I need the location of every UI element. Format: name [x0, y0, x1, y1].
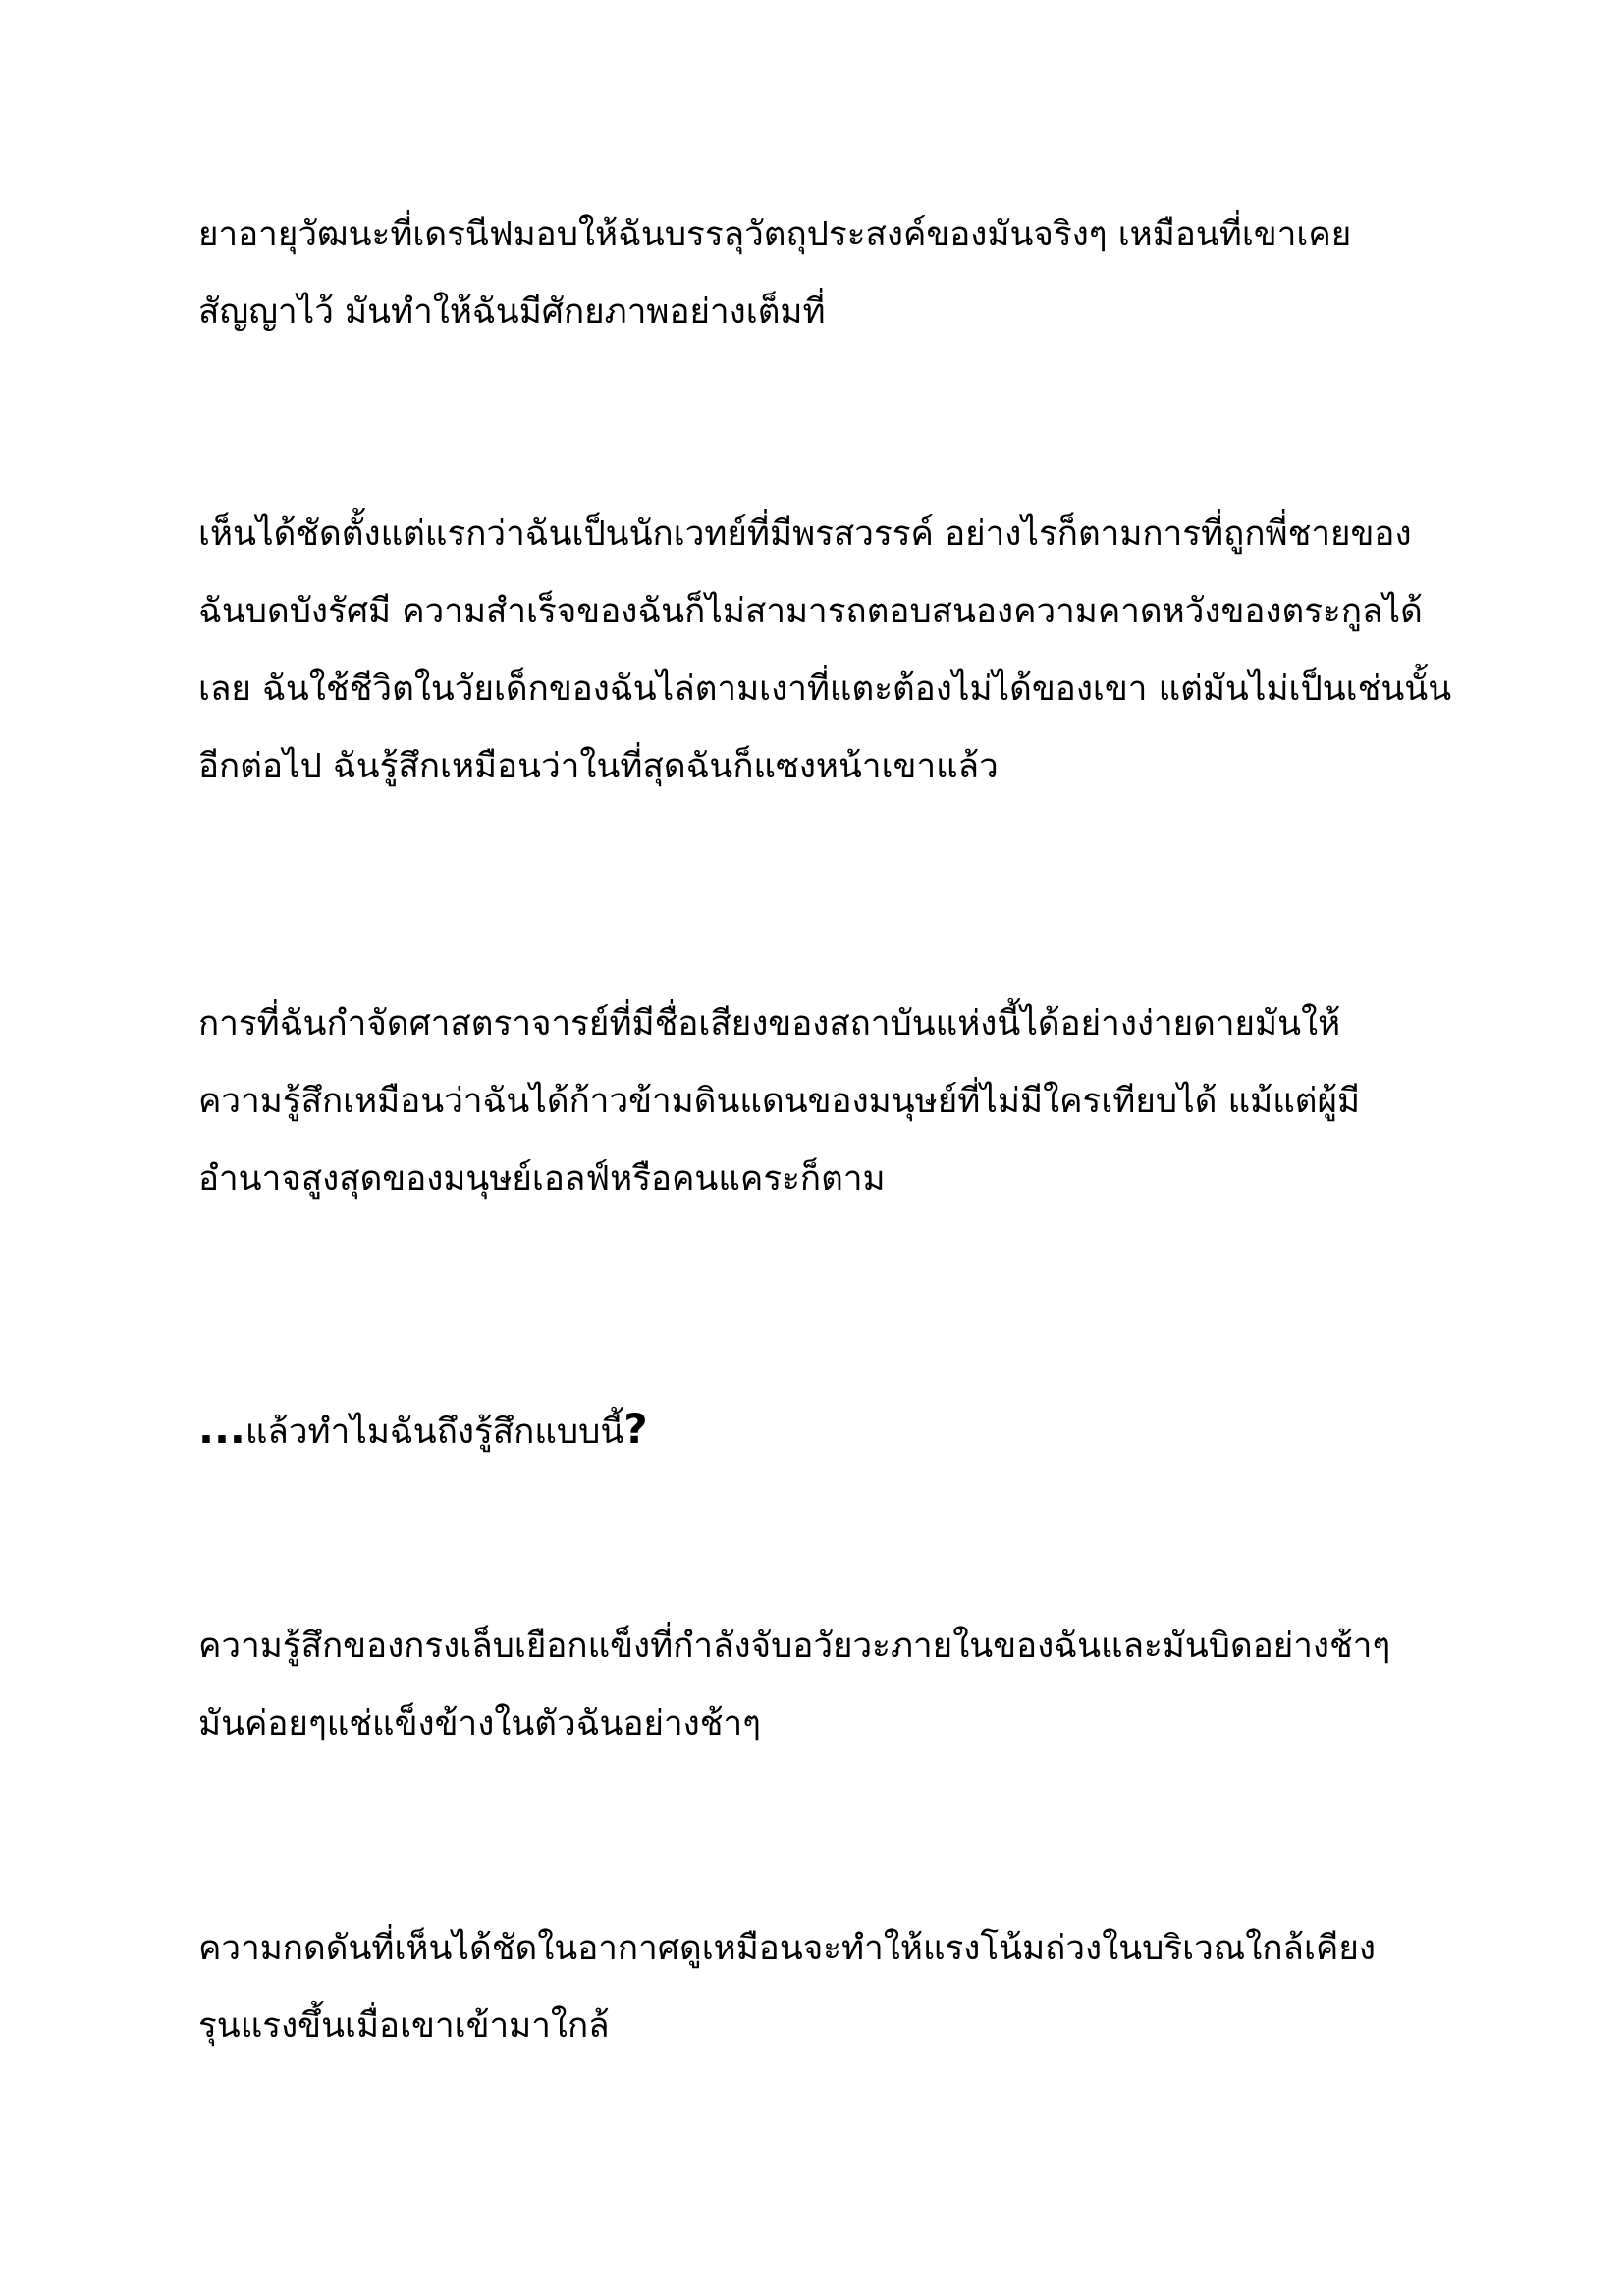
text-line: สัญญาไว้ มันทำให้ฉันมีศักยภาพอย่างเต็มที่ [198, 293, 826, 332]
question-text: แล้วทำไมฉันถึงรู้สึกแบบนี้ [244, 1413, 624, 1452]
text-line: เห็นได้ชัดตั้งแต่แรกว่าฉันเป็นนักเวทย์ที่มีพรสวรรค์ อย่างไรก็ตามการที่ถูกพี่ชายของ [198, 514, 1412, 554]
text-line: การที่ฉันกำจัดศาสตราจารย์ที่มีชื่อเสียงของสถาบันแห่งนี้ได้อย่างง่ายดายมันให้ [198, 1004, 1341, 1043]
paragraph-claws [198, 1608, 1455, 1763]
text-line: อำนาจสูงสุดของมนุษย์เอลฟ์หรือคนแคระก็ตาม [198, 1159, 886, 1199]
text-line: ฉันบดบังรัศมี ความสำเร็จของฉันก็ไม่สามารถตอบสนองความคาดหวังของตระกูลได้ [198, 592, 1423, 631]
text-line: มันค่อยๆแช่แข็งข้างในตัวฉันอย่างช้าๆ [198, 1704, 761, 1743]
paragraph-elixir [198, 196, 1455, 351]
paragraph-professor [198, 986, 1455, 1218]
text-line: รุนแรงขึ้นเมื่อเขาเข้ามาใกล้ [198, 2006, 610, 2046]
text-line: อีกต่อไป ฉันรู้สึกเหมือนว่าในที่สุดฉันก็แซงหน้าเขาแล้ว [198, 747, 999, 786]
text-line: ความรู้สึกเหมือนว่าฉันได้ก้าวข้ามดินแดนของมนุษย์ที่ไม่มีใครเทียบได้ แม้แต่ผู้มี [198, 1082, 1361, 1121]
paragraph-question [198, 1390, 1455, 1468]
text-line: ความกดดันที่เห็นได้ชัดในอากาศดูเหมือนจะทำให้แรงโน้มถ่วงในบริเวณใกล้เคียง [198, 1929, 1376, 1968]
question-mark: ? [623, 1405, 648, 1453]
text-line: ยาอายุวัฒนะที่เดรนีฟมอบให้ฉันบรรลุวัตถุประสงค์ของมันจริงๆ เหมือนที่เขาเคย [198, 215, 1352, 254]
paragraph-pressure [198, 1910, 1455, 2065]
paragraph-talent [198, 496, 1455, 806]
text-line: เลย ฉันใช้ชีวิตในวัยเด็กของฉันไล่ตามเงาที่แตะต้องไม่ได้ของเขา แต่มันไม่เป็นเช่นนั้น [198, 669, 1452, 709]
text-line [198, 1390, 1455, 1468]
ellipsis: ... [198, 1405, 245, 1453]
text-line: ความรู้สึกของกรงเล็บเยือกแข็งที่กำลังจับอวัยวะภายในของฉันและมันบิดอย่างช้าๆ [198, 1627, 1391, 1666]
